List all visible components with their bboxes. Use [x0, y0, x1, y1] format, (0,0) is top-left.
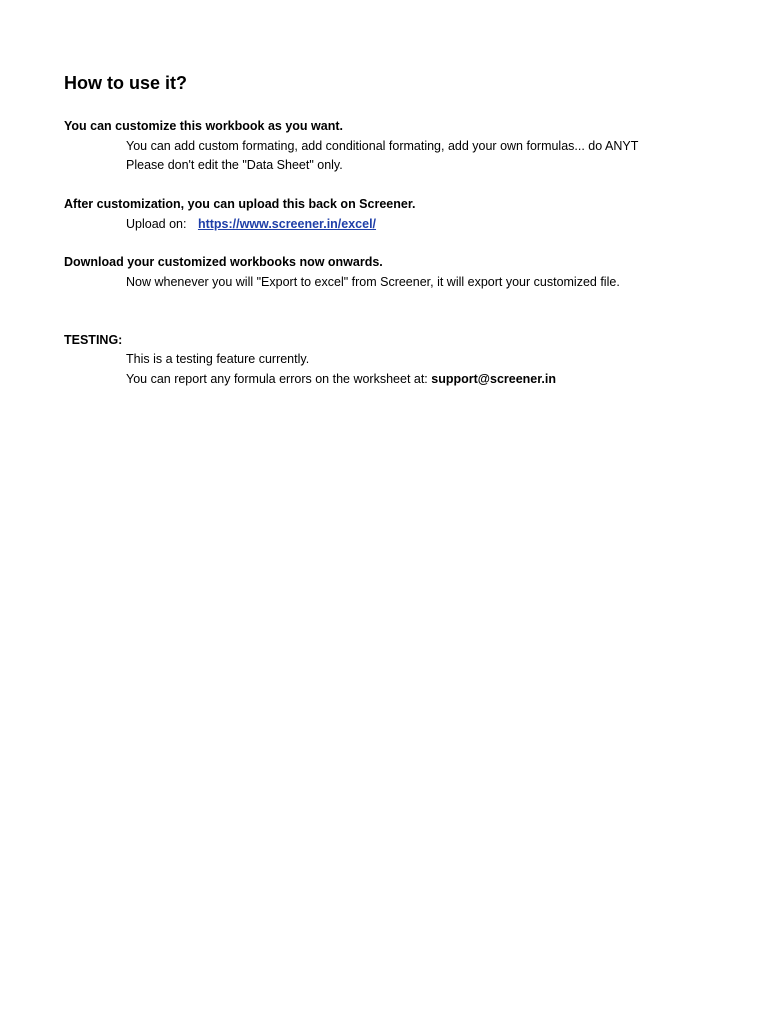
section-customize-heading: You can customize this workbook as you want. [64, 119, 343, 133]
section-upload-heading: After customization, you can upload this back on Screener. [64, 197, 416, 211]
section-download-heading: Download your customized workbooks now onwards. [64, 255, 383, 269]
section-testing-heading: TESTING: [64, 333, 123, 347]
data-sheet-warning: Please don't edit the "Data Sheet" only. [126, 158, 343, 172]
report-row [126, 371, 556, 387]
upload-row [126, 216, 376, 232]
upload-label: Upload on: [126, 217, 187, 231]
upload-link[interactable]: https://www.screener.in/excel/ [197, 217, 377, 231]
support-email[interactable]: support@screener.in [431, 372, 557, 386]
customize-description: You can add custom formating, add conditional formating, add your own formulas... do ANYT [126, 139, 639, 153]
page-title: How to use it? [64, 73, 187, 93]
testing-note: This is a testing feature currently. [126, 352, 310, 366]
export-description: Now whenever you will "Export to excel" from Screener, it will export your customized file. [126, 275, 620, 289]
report-text: You can report any formula errors on the worksheet at: [126, 372, 428, 386]
